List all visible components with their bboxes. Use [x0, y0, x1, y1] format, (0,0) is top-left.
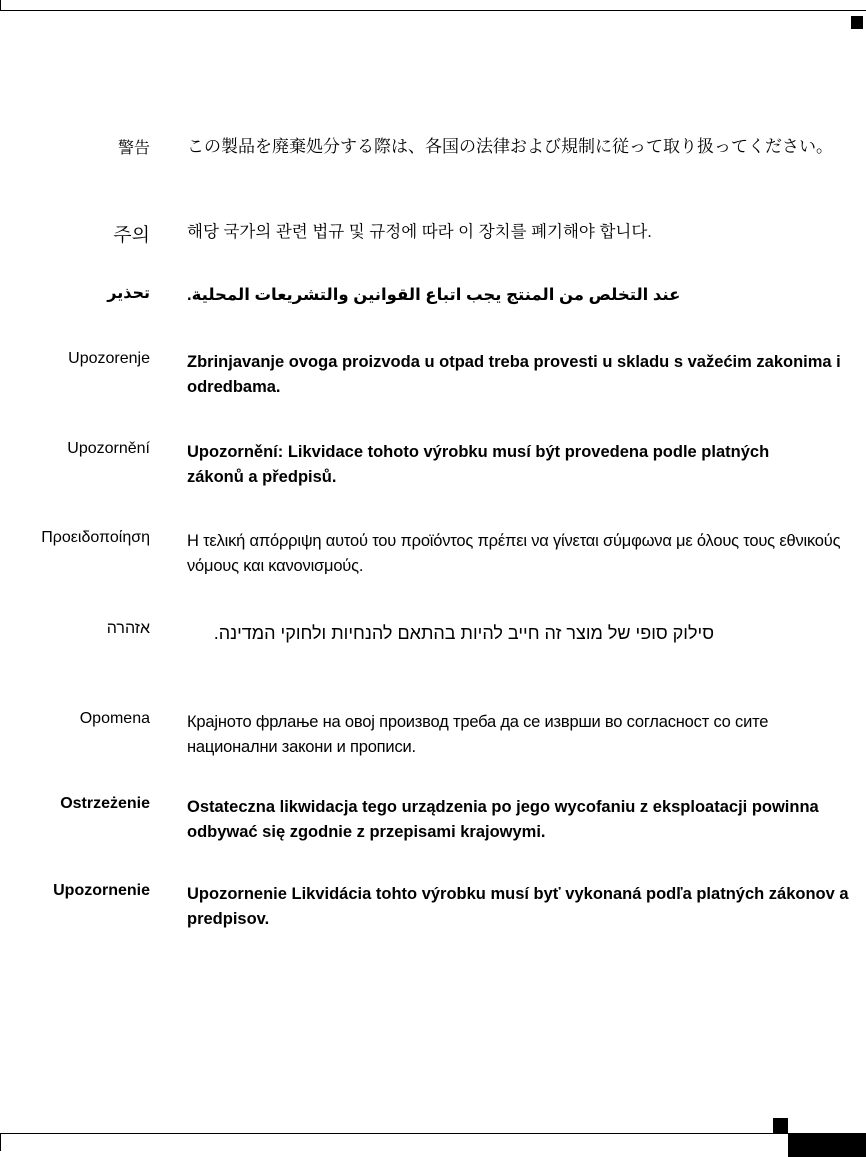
warning-label: Ostrzeżenie — [60, 795, 150, 812]
header-rule — [0, 10, 866, 11]
warning-text: Upozornenie Likvidácia tohto výrobku musí byť vykonaná podľa platných zákonov a predpisov. — [187, 885, 849, 928]
warning-label: Upozornění — [67, 440, 150, 457]
warning-label: Upozorenje — [68, 350, 150, 367]
header-left-tick — [0, 0, 1, 10]
header-marker — [851, 16, 863, 29]
warning-text: この製品を廃棄処分する際は、各国の法律および規制に従って取り扱ってください。 — [187, 137, 833, 156]
warning-text: عند التخلص من المنتج يجب اتباع القوانين والتشريعات المحلية. — [187, 286, 681, 304]
warning-label: אזהרה — [106, 620, 150, 637]
footer-left-tick — [0, 1133, 1, 1151]
warning-label: 警告 — [117, 140, 150, 157]
warning-label: 주의 — [113, 225, 150, 246]
warning-text: Upozornění: Likvidace tohoto výrobku musí být provedena podle platných zákonů a předpisů. — [187, 443, 770, 486]
warning-label: Upozornenie — [53, 882, 150, 899]
warning-text: 해당 국가의 관련 법규 및 규정에 따라 이 장치를 폐기해야 합니다. — [187, 223, 652, 241]
footer-marker — [773, 1118, 788, 1133]
warning-text: Zbrinjavanje ovoga proizvoda u otpad treba provesti u skladu s važećim zakonima i odredbama. — [187, 353, 841, 396]
footer-rule — [0, 1133, 788, 1134]
warning-text: Η τελική απόρριψη αυτού του προϊόντος πρέπει να γίνεται σύμφωνα με όλους τους εθνικούς νόμους και κανονισμούς. — [187, 532, 841, 575]
warning-label: تحذير — [107, 285, 150, 302]
warning-text: Ostateczna likwidacja tego urządzenia po jego wycofaniu z eksploatacji powinna odbywać się zgodnie z przepisami krajowymi. — [187, 798, 819, 841]
warning-label: Opomena — [79, 710, 150, 727]
footer-page-tab — [788, 1133, 866, 1157]
warning-label: Προειδοποίηση — [41, 529, 150, 546]
warning-text: Крајното фрлање на овој производ треба да се изврши во согласност со сите национални закони и прописи. — [187, 713, 769, 756]
warning-text: סילוק סופי של מוצר זה חייב להיות בהתאם להנחיות ולחוקי המדינה. — [213, 623, 714, 643]
